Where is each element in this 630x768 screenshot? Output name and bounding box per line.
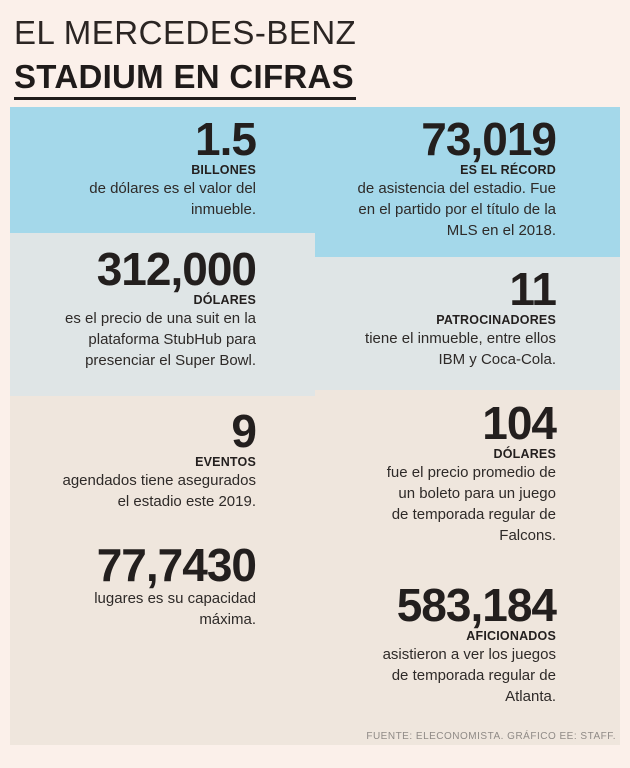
stat-number: 9: [231, 405, 256, 457]
stat-desc-line: Falcons.: [499, 527, 556, 544]
stat-events: [62, 405, 257, 512]
source-credit: FUENTE: ELECONOMISTA. GRÁFICO EE: STAFF.: [366, 731, 616, 742]
stat-capacity: [94, 539, 256, 630]
stat-ticket-price: [386, 397, 556, 546]
stat-desc-line: lugares es su capacidad: [94, 590, 256, 607]
stat-label: DÓLARES: [193, 293, 256, 307]
stat-desc-line: un boleto para un juego: [398, 485, 556, 502]
stat-number: 77,7430: [96, 539, 256, 591]
stat-label: DÓLARES: [493, 447, 556, 461]
stat-desc-line: de temporada regular de: [391, 506, 556, 523]
stat-desc-line: asistieron a ver los juegos: [382, 646, 556, 663]
stat-desc-line: fue el precio promedio de: [386, 464, 556, 481]
stat-desc-line: IBM y Coca-Cola.: [438, 351, 556, 368]
stat-number: 1.5: [195, 113, 256, 165]
stat-suite-price: [65, 243, 256, 371]
stat-desc-line: plataforma StubHub para: [88, 331, 256, 348]
header-line-2: STADIUM EN CIFRAS: [14, 58, 354, 95]
stat-number: 11: [509, 263, 556, 315]
stat-attendance-record: [357, 113, 556, 241]
stat-desc-line: agendados tiene asegurados: [62, 472, 256, 489]
stat-desc-line: máxima.: [199, 611, 256, 628]
stat-number: 583,184: [396, 579, 556, 631]
stat-fans: [382, 579, 556, 707]
stat-desc-line: el estadio este 2019.: [117, 493, 256, 510]
stat-label: AFICIONADOS: [466, 629, 556, 643]
stat-value-of-property: [89, 113, 256, 220]
stat-sponsors: [365, 263, 556, 370]
stat-label: ES EL RÉCORD: [460, 163, 556, 177]
stat-desc-line: inmueble.: [190, 201, 256, 218]
stat-desc-line: presenciar el Super Bowl.: [85, 352, 256, 369]
stat-label: EVENTOS: [195, 455, 256, 469]
stat-desc-line: en el partido por el título de la: [358, 201, 556, 218]
stat-desc-line: es el precio de una suit en la: [65, 310, 256, 327]
header-line-1: EL MERCEDES-BENZ: [14, 14, 357, 51]
stat-desc-line: MLS en el 2018.: [446, 222, 556, 239]
stat-desc-line: tiene el inmueble, entre ellos: [365, 330, 556, 347]
stat-desc-line: de temporada regular de: [391, 667, 556, 684]
stat-number: 104: [482, 397, 556, 449]
stat-number: 312,000: [96, 243, 256, 295]
stat-number: 73,019: [421, 113, 556, 165]
stat-desc-line: de asistencia del estadio. Fue: [357, 180, 556, 197]
stat-desc-line: de dólares es el valor del: [89, 180, 256, 197]
stat-label: PATROCINADORES: [436, 313, 556, 327]
stat-label: BILLONES: [191, 163, 256, 177]
stat-desc-line: Atlanta.: [505, 688, 556, 705]
